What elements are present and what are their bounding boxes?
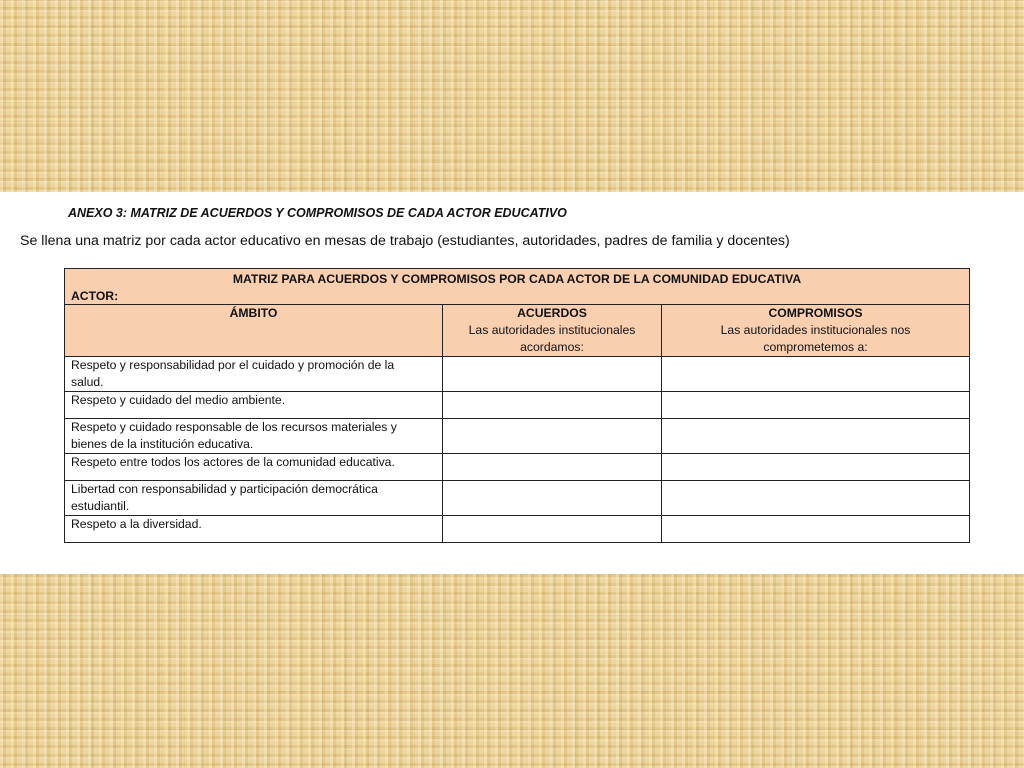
- header-compromisos: [662, 305, 970, 357]
- ambito-text: Respeto y responsabilidad por el cuidado y promoción de la: [71, 358, 395, 372]
- ambito-text: Respeto entre todos los actores de la comunidad educativa.: [71, 455, 395, 469]
- acuerdos-cell[interactable]: [443, 481, 662, 516]
- matrix-title-row: [65, 269, 970, 305]
- header-acuerdos-sub1: Las autoridades institucionales: [468, 323, 636, 337]
- compromisos-cell[interactable]: [662, 454, 970, 481]
- ambito-text: Respeto y cuidado del medio ambiente.: [71, 393, 286, 407]
- matrix-title-cell: [65, 269, 970, 305]
- ambito-text: Libertad con responsabilidad y participación democrática: [71, 482, 378, 496]
- ambito-text: salud.: [71, 375, 104, 389]
- header-acuerdos-label: ACUERDOS: [517, 306, 587, 320]
- table-row: [65, 357, 970, 392]
- header-compromisos-label: COMPROMISOS: [768, 306, 863, 320]
- matrix-header-row: [65, 305, 970, 357]
- ambito-text: bienes de la institución educativa.: [71, 437, 254, 451]
- table-row: [65, 454, 970, 481]
- header-acuerdos: [443, 305, 662, 357]
- header-compromisos-sub2: comprometemos a:: [763, 340, 868, 354]
- table-row: [65, 481, 970, 516]
- actor-label: ACTOR:: [71, 289, 119, 303]
- matrix-title: MATRIZ PARA ACUERDOS Y COMPROMISOS POR CADA ACTOR DE LA COMUNIDAD EDUCATIVA: [232, 272, 802, 286]
- acuerdos-cell[interactable]: [443, 516, 662, 543]
- compromisos-cell[interactable]: [662, 357, 970, 392]
- ambito-cell: [65, 419, 443, 454]
- ambito-cell: [65, 516, 443, 543]
- compromisos-cell[interactable]: [662, 392, 970, 419]
- compromisos-cell[interactable]: [662, 516, 970, 543]
- acuerdos-cell[interactable]: [443, 392, 662, 419]
- table-row: [65, 419, 970, 454]
- ambito-cell: [65, 392, 443, 419]
- intro-text: Se llena una matriz por cada actor educativo en mesas de trabajo (estudiantes, autoridades, padres de familia y docentes): [20, 233, 790, 249]
- ambito-cell: [65, 481, 443, 516]
- ambito-cell: [65, 454, 443, 481]
- header-ambito: [65, 305, 443, 357]
- document-page: [0, 192, 1024, 574]
- acuerdos-cell[interactable]: [443, 357, 662, 392]
- ambito-text: Respeto y cuidado responsable de los recursos materiales y: [71, 420, 397, 434]
- ambito-text: Respeto a la diversidad.: [71, 517, 202, 531]
- ambito-text: estudiantil.: [71, 499, 130, 513]
- header-compromisos-sub1: Las autoridades institucionales nos: [720, 323, 911, 337]
- acuerdos-cell[interactable]: [443, 454, 662, 481]
- compromisos-cell[interactable]: [662, 481, 970, 516]
- table-row: [65, 516, 970, 543]
- table-row: [65, 392, 970, 419]
- header-ambito-label: ÁMBITO: [229, 306, 278, 320]
- acuerdos-cell[interactable]: [443, 419, 662, 454]
- agreements-matrix-table: [64, 268, 970, 543]
- annex-title: ANEXO 3: MATRIZ DE ACUERDOS Y COMPROMISOS DE CADA ACTOR EDUCATIVO: [68, 206, 567, 220]
- ambito-cell: [65, 357, 443, 392]
- header-acuerdos-sub2: acordamos:: [520, 340, 584, 354]
- compromisos-cell[interactable]: [662, 419, 970, 454]
